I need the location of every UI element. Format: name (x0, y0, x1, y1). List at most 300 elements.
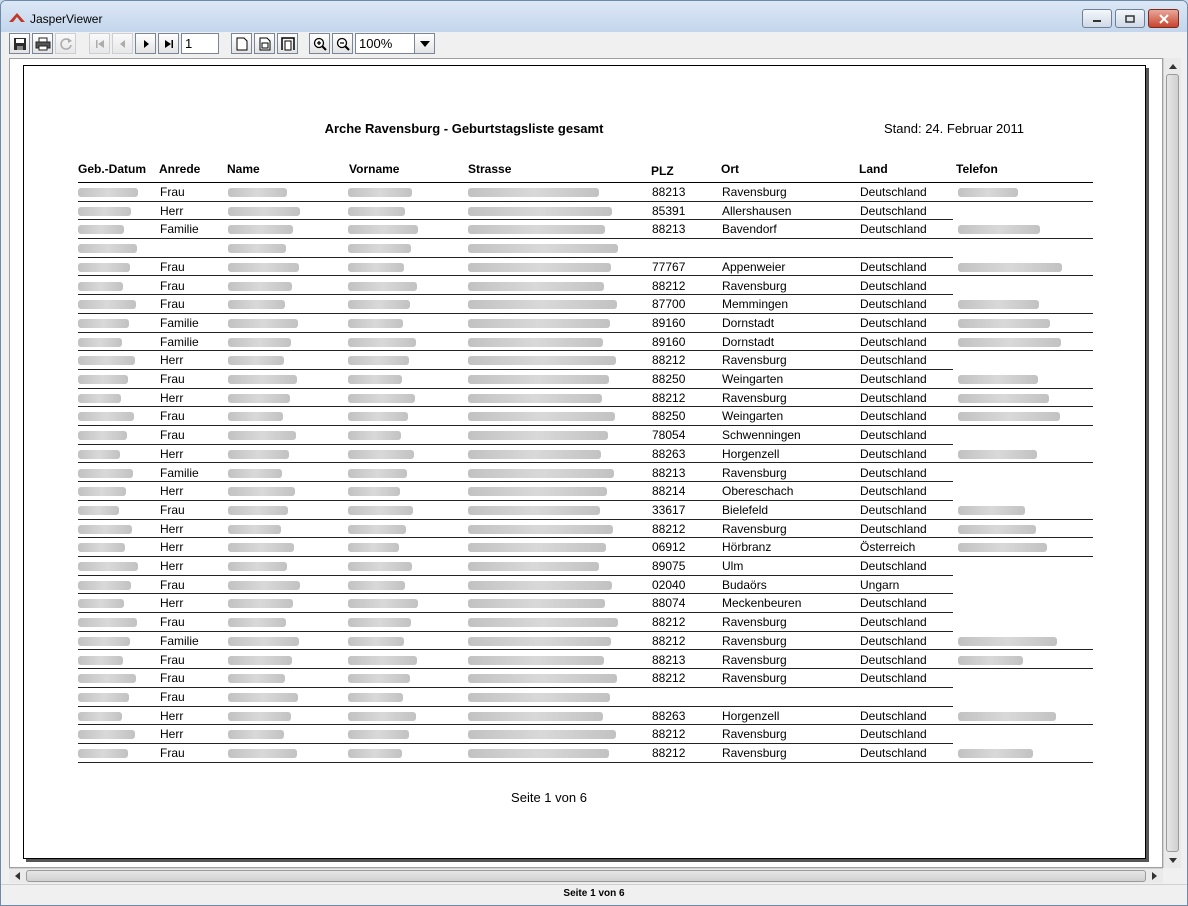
table-row (78, 351, 1093, 370)
chevron-right-icon (1152, 872, 1157, 880)
zoom-dropdown-button[interactable] (414, 33, 435, 54)
cell-land: Deutschland (860, 353, 927, 368)
redacted-field (78, 263, 130, 272)
cell-ort: Hörbranz (722, 540, 772, 555)
cell-plz: 33617 (652, 502, 686, 517)
redacted-field (228, 263, 299, 272)
cell-land: Deutschland (860, 615, 927, 630)
table-row (78, 314, 1093, 333)
cell-ort: Ravensburg (722, 465, 787, 480)
redacted-field (468, 599, 605, 608)
redacted-phone (958, 450, 1037, 459)
cell-plz: 88212 (652, 353, 686, 368)
cell-plz: 88074 (652, 596, 686, 611)
redacted-field (78, 674, 136, 683)
redacted-field (228, 674, 285, 683)
toolbar (9, 33, 1181, 57)
cell-anrede: Herr (160, 559, 184, 573)
cell-anrede: Herr (160, 353, 184, 368)
redacted-field (78, 618, 137, 627)
report-page (23, 65, 1146, 859)
cell-ort: Dornstadt (722, 315, 775, 330)
table-row (78, 632, 1093, 651)
redacted-field (228, 225, 293, 234)
chevron-left-icon (15, 872, 20, 880)
cell-anrede: Familie (160, 633, 199, 648)
table-row (78, 538, 1093, 557)
redacted-field (228, 375, 297, 384)
cell-ort: Budaörs (722, 577, 767, 592)
redacted-field (348, 469, 407, 478)
cell-anrede: Frau (160, 577, 185, 592)
cell-land: Deutschland (860, 727, 927, 742)
table-row (78, 688, 1093, 707)
redacted-phone (958, 300, 1039, 309)
redacted-phone (958, 656, 1023, 665)
fit-width-button[interactable] (277, 33, 298, 54)
redacted-field (78, 749, 128, 758)
redacted-field (468, 487, 607, 496)
redacted-field (78, 581, 131, 590)
cell-ort: Ravensburg (722, 185, 787, 199)
cell-land: Deutschland (860, 390, 927, 405)
zoom-out-icon (336, 37, 350, 51)
redacted-field (78, 338, 122, 347)
redacted-phone (958, 412, 1060, 421)
previous-page-icon (117, 38, 129, 50)
redacted-field (348, 693, 403, 702)
cell-plz: 88213 (652, 652, 686, 667)
scroll-right-button[interactable] (1146, 868, 1163, 884)
redacted-field (348, 412, 408, 421)
cell-ort: Obereschach (722, 484, 794, 499)
cell-land: Deutschland (860, 315, 927, 330)
cell-plz: 88212 (652, 727, 686, 742)
redacted-phone (958, 263, 1062, 272)
horizontal-scrollbar[interactable] (9, 868, 1163, 883)
redacted-field (348, 506, 413, 515)
table-row (78, 669, 1093, 688)
cell-land: Deutschland (860, 596, 927, 611)
redacted-field (78, 356, 135, 365)
redacted-field (348, 282, 417, 291)
redacted-field (78, 431, 127, 440)
redacted-field (348, 543, 399, 552)
redacted-field (228, 581, 300, 590)
column-header-strasse: Strasse (468, 162, 512, 176)
redacted-field (468, 244, 618, 253)
redacted-field (348, 300, 410, 309)
redacted-field (348, 674, 410, 683)
redacted-field (78, 469, 133, 478)
cell-land: Deutschland (860, 708, 927, 723)
redacted-phone (958, 543, 1047, 552)
table-row (78, 557, 1093, 576)
table-row (78, 744, 1093, 763)
horizontal-scroll-thumb[interactable] (26, 870, 1146, 882)
cell-plz: 78054 (652, 428, 686, 443)
minimize-icon (1092, 15, 1102, 23)
cell-land: Deutschland (860, 521, 927, 536)
cell-plz: 89075 (652, 559, 686, 573)
table-row (78, 220, 1093, 239)
redacted-field (468, 356, 616, 365)
cell-ort: Bielefeld (722, 502, 769, 517)
cell-land: Österreich (860, 540, 916, 555)
cell-land: Ungarn (860, 577, 900, 592)
first-page-button[interactable] (89, 33, 110, 54)
table-row (78, 725, 1093, 744)
redacted-field (348, 207, 405, 216)
close-button[interactable] (1148, 9, 1179, 28)
redacted-field (78, 730, 135, 739)
redacted-field (468, 263, 611, 272)
redacted-field (228, 412, 283, 421)
redacted-field (228, 693, 298, 702)
redacted-phone (958, 394, 1049, 403)
vertical-scroll-thumb[interactable] (1166, 74, 1179, 852)
cell-land: Deutschland (860, 465, 927, 480)
minimize-button[interactable] (1082, 9, 1112, 28)
cell-plz: 88213 (652, 185, 686, 199)
previous-page-button[interactable] (112, 33, 133, 54)
cell-plz: 88212 (652, 633, 686, 648)
cell-ort: Allershausen (722, 203, 792, 218)
cell-land: Deutschland (860, 222, 927, 237)
cell-anrede: Herr (160, 521, 184, 536)
redacted-field (228, 319, 298, 328)
cell-anrede: Herr (160, 708, 184, 723)
redacted-field (78, 525, 132, 534)
save-icon (13, 37, 27, 51)
cell-land: Deutschland (860, 671, 927, 686)
table-row (78, 520, 1093, 539)
cell-plz: 89160 (652, 334, 686, 349)
table-row (78, 370, 1093, 389)
cell-anrede: Herr (160, 727, 184, 742)
fit-width-icon (281, 37, 295, 51)
redacted-field (468, 412, 615, 421)
redacted-field (228, 207, 300, 216)
cell-ort: Ravensburg (722, 746, 787, 760)
last-page-button[interactable] (158, 33, 179, 54)
redacted-field (468, 207, 612, 216)
cell-plz: 89160 (652, 315, 686, 330)
redacted-field (78, 244, 137, 253)
cell-anrede: Frau (160, 409, 185, 424)
cell-land: Deutschland (860, 278, 927, 293)
redacted-phone (958, 319, 1050, 328)
cell-anrede: Frau (160, 746, 185, 760)
cell-anrede: Familie (160, 465, 199, 480)
cell-ort: Schwenningen (722, 428, 801, 443)
redacted-field (78, 282, 123, 291)
redacted-field (468, 712, 603, 721)
redacted-field (468, 749, 609, 758)
redacted-field (468, 225, 605, 234)
cell-anrede: Frau (160, 259, 185, 274)
cell-land: Deutschland (860, 746, 927, 760)
cell-plz: 88213 (652, 222, 686, 237)
cell-anrede: Frau (160, 372, 185, 386)
cell-anrede: Herr (160, 390, 184, 405)
cell-ort: Ravensburg (722, 278, 787, 293)
redacted-field (468, 506, 600, 515)
cell-land: Deutschland (860, 334, 927, 349)
cell-anrede: Familie (160, 315, 199, 330)
redacted-phone (958, 188, 1018, 197)
table-row (78, 202, 1093, 221)
report-date: Stand: 24. Februar 2011 (884, 121, 1024, 136)
cell-plz: 02040 (652, 577, 686, 592)
cell-plz: 88250 (652, 409, 686, 424)
cell-plz: 88212 (652, 615, 686, 630)
redacted-field (348, 431, 401, 440)
reload-button[interactable] (55, 33, 76, 54)
redacted-field (468, 618, 618, 627)
cell-anrede: Frau (160, 671, 185, 686)
cell-anrede: Frau (160, 278, 185, 293)
column-header-land: Land (859, 162, 888, 176)
report-title: Arche Ravensburg - Geburtstagsliste gesamt (324, 121, 604, 136)
redacted-field (348, 730, 409, 739)
cell-anrede: Frau (160, 502, 185, 517)
column-header-telefon: Telefon (956, 162, 998, 176)
cell-anrede: Herr (160, 484, 184, 499)
cell-ort: Ravensburg (722, 521, 787, 536)
redacted-field (348, 637, 404, 646)
redacted-field (348, 244, 411, 253)
actual-size-button[interactable] (231, 33, 252, 54)
redacted-field (348, 356, 409, 365)
column-header-plz: PLZ (651, 164, 674, 178)
redacted-field (348, 188, 412, 197)
fit-page-icon (259, 37, 271, 51)
table-row (78, 407, 1093, 426)
fit-page-button[interactable] (254, 33, 275, 54)
redacted-field (468, 338, 603, 347)
redacted-field (228, 749, 297, 758)
table-row (78, 277, 1093, 296)
redacted-field (468, 730, 616, 739)
redacted-field (78, 300, 136, 309)
last-page-icon (163, 38, 175, 50)
cell-land: Deutschland (860, 652, 927, 667)
table-row (78, 651, 1093, 670)
first-page-icon (94, 38, 106, 50)
cell-ort: Meckenbeuren (722, 596, 802, 611)
cell-land: Deutschland (860, 633, 927, 648)
title-bar[interactable] (1, 1, 1187, 32)
cell-ort: Ravensburg (722, 353, 787, 368)
chevron-down-icon (1169, 858, 1177, 863)
redacted-field (468, 543, 606, 552)
cell-plz: 06912 (652, 540, 686, 555)
table-row (78, 482, 1093, 501)
redacted-field (78, 599, 124, 608)
status-bar: Seite 1 von 6 (1, 884, 1187, 906)
cell-land: Deutschland (860, 484, 927, 499)
redacted-field (348, 225, 418, 234)
maximize-icon (1125, 15, 1135, 23)
table-row (78, 239, 1093, 258)
cell-plz: 88263 (652, 708, 686, 723)
close-icon (1158, 14, 1170, 24)
redacted-field (468, 469, 614, 478)
redacted-field (348, 338, 416, 347)
table-row (78, 426, 1093, 445)
zoom-combo-input[interactable] (355, 33, 415, 54)
redacted-phone (958, 338, 1061, 347)
cell-anrede: Herr (160, 446, 184, 461)
redacted-field (468, 394, 602, 403)
redacted-field (228, 506, 288, 515)
cell-ort: Horgenzell (722, 446, 780, 461)
redacted-field (78, 450, 120, 459)
cell-anrede: Familie (160, 222, 199, 237)
redacted-phone (958, 506, 1025, 515)
redacted-field (468, 674, 617, 683)
table-row (78, 258, 1093, 277)
redacted-field (468, 581, 612, 590)
redacted-field (78, 225, 124, 234)
redacted-field (228, 300, 285, 309)
redacted-field (468, 319, 610, 328)
vertical-scrollbar[interactable] (1163, 58, 1181, 868)
cell-ort: Weingarten (722, 409, 784, 424)
chevron-down-icon (420, 41, 430, 47)
redacted-phone (958, 375, 1038, 384)
redacted-field (468, 188, 599, 197)
cell-anrede: Frau (160, 428, 185, 443)
redacted-field (78, 319, 129, 328)
zoom-in-button[interactable] (309, 33, 330, 54)
redacted-field (348, 618, 411, 627)
cell-plz: 88214 (652, 484, 686, 499)
redacted-field (78, 207, 131, 216)
cell-land: Deutschland (860, 372, 927, 386)
column-header-name: Name (227, 162, 260, 176)
redacted-field (468, 562, 599, 571)
redacted-phone (958, 225, 1040, 234)
cell-ort: Ravensburg (722, 652, 787, 667)
redacted-field (228, 618, 286, 627)
redacted-field (78, 543, 125, 552)
redacted-field (468, 693, 610, 702)
cell-land: Deutschland (860, 409, 927, 424)
cell-anrede: Frau (160, 689, 185, 704)
cell-land: Deutschland (860, 446, 927, 461)
redacted-field (78, 412, 134, 421)
redacted-field (348, 562, 412, 571)
jasper-logo-icon (9, 12, 25, 23)
cell-ort: Ravensburg (722, 727, 787, 742)
cell-ort: Horgenzell (722, 708, 780, 723)
table-row (78, 613, 1093, 632)
maximize-button[interactable] (1115, 9, 1145, 28)
cell-ort: Ravensburg (722, 615, 787, 630)
cell-ort: Weingarten (722, 372, 784, 386)
redacted-field (228, 338, 291, 347)
column-header-vorname: Vorname (349, 162, 400, 176)
redacted-field (348, 394, 415, 403)
table-row (78, 389, 1093, 408)
page-footer: Seite 1 von 6 (511, 790, 587, 805)
cell-land: Deutschland (860, 559, 927, 573)
scroll-left-button[interactable] (9, 868, 26, 884)
redacted-phone (958, 637, 1057, 646)
cell-anrede: Frau (160, 185, 185, 199)
next-page-button[interactable] (135, 33, 156, 54)
table-row (78, 707, 1093, 726)
cell-plz: 87700 (652, 297, 686, 312)
redacted-field (348, 599, 418, 608)
table-row (78, 183, 1093, 202)
cell-anrede: Frau (160, 297, 185, 312)
cell-plz: 77767 (652, 259, 686, 274)
redacted-field (228, 525, 281, 534)
page-number-input[interactable] (181, 33, 219, 54)
save-button[interactable] (9, 33, 30, 54)
redacted-field (228, 450, 289, 459)
cell-plz: 88212 (652, 746, 686, 760)
redacted-field (228, 656, 292, 665)
scroll-down-button[interactable] (1164, 852, 1181, 868)
cell-land: Deutschland (860, 185, 927, 199)
cell-plz: 88263 (652, 446, 686, 461)
redacted-field (228, 487, 295, 496)
redacted-field (228, 599, 293, 608)
cell-plz: 88212 (652, 521, 686, 536)
cell-ort: Memmingen (722, 297, 789, 312)
redacted-field (228, 188, 287, 197)
redacted-field (348, 375, 402, 384)
scroll-up-button[interactable] (1164, 58, 1181, 74)
redacted-field (78, 712, 122, 721)
redacted-field (78, 693, 129, 702)
reload-icon (59, 37, 73, 51)
redacted-field (228, 431, 296, 440)
redacted-field (348, 487, 400, 496)
redacted-field (348, 319, 403, 328)
cell-anrede: Frau (160, 615, 185, 630)
report-viewport[interactable] (9, 58, 1163, 868)
redacted-field (468, 656, 604, 665)
cell-anrede: Herr (160, 203, 184, 218)
cell-plz: 88250 (652, 372, 686, 386)
redacted-field (228, 394, 290, 403)
redacted-field (78, 188, 138, 197)
window-title: JasperViewer (30, 12, 103, 26)
redacted-field (348, 450, 414, 459)
redacted-field (348, 263, 404, 272)
column-header-anrede: Anrede (159, 162, 201, 176)
redacted-field (468, 525, 613, 534)
table-row (78, 464, 1093, 483)
actual-size-icon (236, 37, 248, 51)
cell-ort: Bavendorf (722, 222, 777, 237)
redacted-field (228, 730, 284, 739)
redacted-field (348, 749, 402, 758)
zoom-out-button[interactable] (332, 33, 353, 54)
redacted-field (78, 637, 130, 646)
print-button[interactable] (32, 33, 53, 54)
redacted-field (348, 525, 406, 534)
cell-land: Deutschland (860, 203, 927, 218)
redacted-field (468, 300, 617, 309)
redacted-field (228, 637, 299, 646)
cell-anrede: Herr (160, 596, 184, 611)
